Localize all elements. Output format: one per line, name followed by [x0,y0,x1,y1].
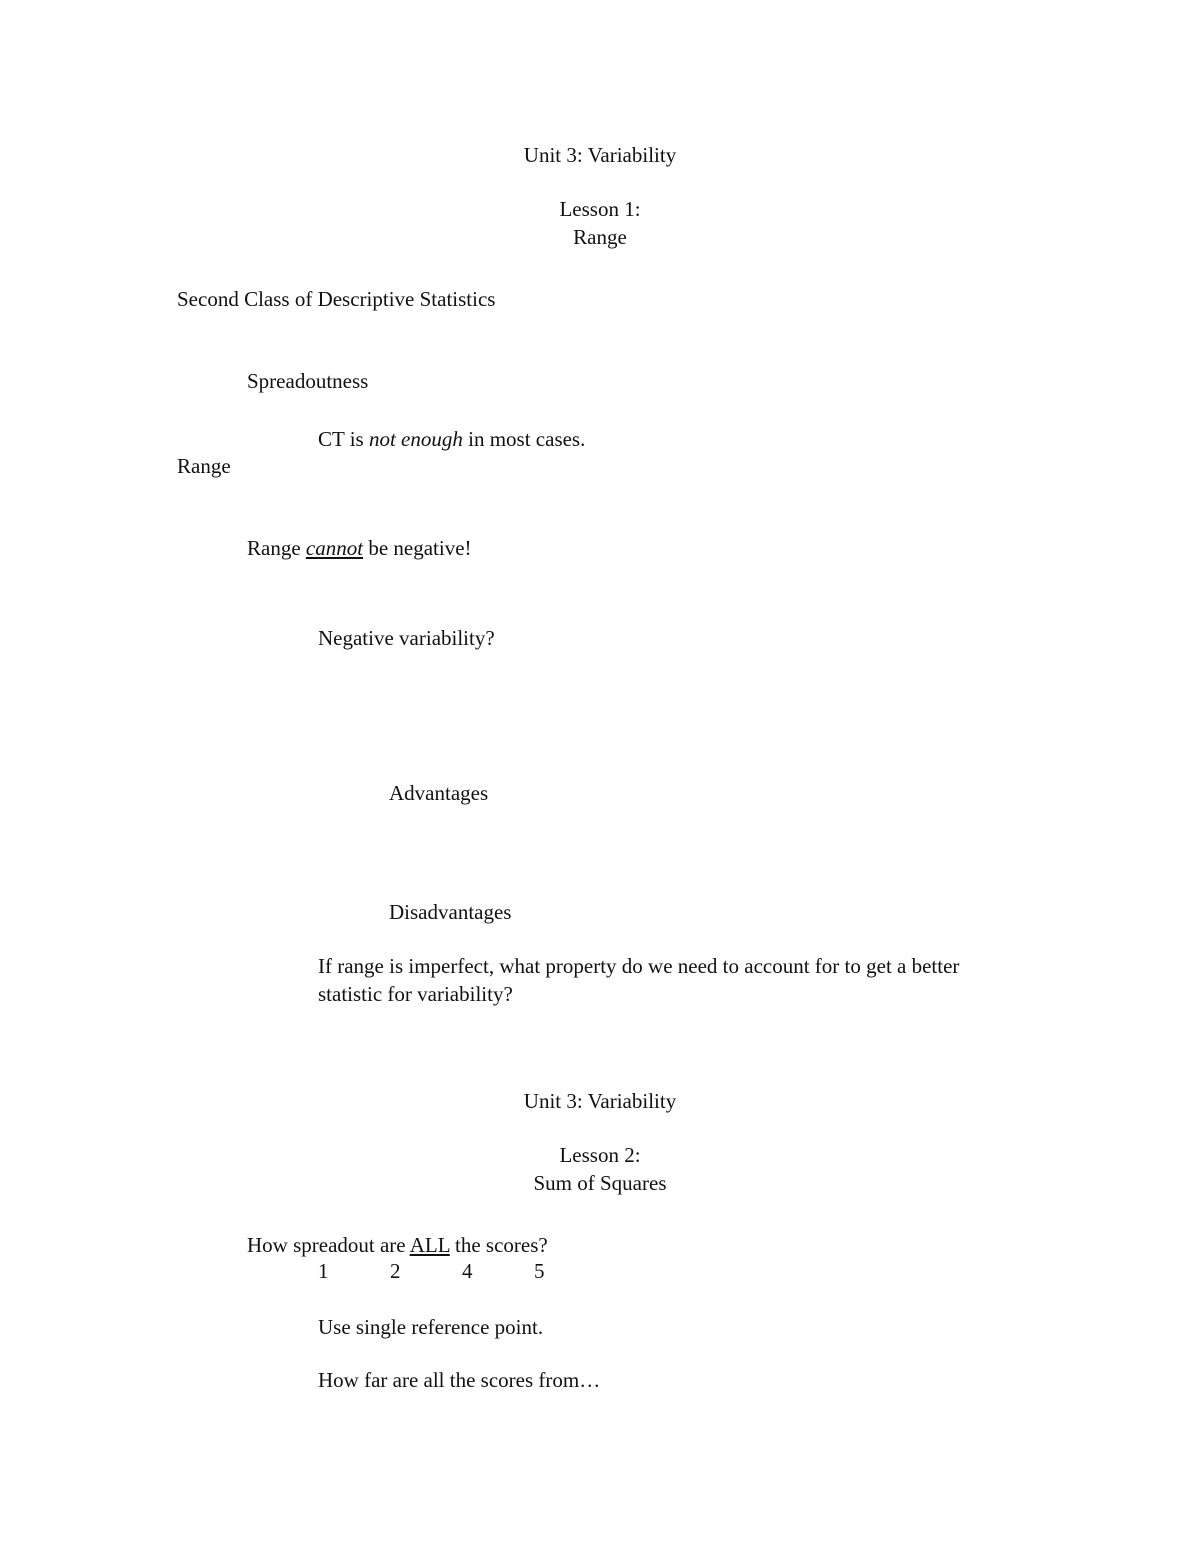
spread-suffix: the scores? [449,1233,548,1257]
spreadoutness-label: Spreadoutness [247,369,369,393]
range-prefix: Range [247,536,306,560]
lesson-label-1: Lesson 1: [559,197,641,221]
spreadout-question [247,1231,548,1259]
range-heading: Range [177,454,231,478]
range-suffix: be negative! [363,536,472,560]
lesson-title-2: Sum of Squares [533,1171,667,1195]
advantages-label: Advantages [389,781,489,805]
spread-emphasis: ALL [409,1233,450,1257]
unit-title-2: Unit 3: Variability [523,1089,677,1113]
spread-prefix: How spreadout are [247,1233,410,1257]
ct-not-enough-text [318,425,585,453]
score-value: 1 [318,1259,329,1283]
range-imperfect-question: If range is imperfect, what property do we need to account for to get a better statistic for variability? [318,954,960,1006]
unit-title-1: Unit 3: Variability [523,143,677,167]
section-heading: Second Class of Descriptive Statistics [177,287,496,311]
disadvantages-label: Disadvantages [389,900,512,924]
score-value: 5 [534,1259,545,1283]
negative-variability-question: Negative variability? [318,626,495,650]
score-list [318,1257,606,1285]
score-value: 4 [462,1259,473,1283]
ct-suffix: in most cases. [462,427,586,451]
reference-point-text: Use single reference point. [318,1315,544,1339]
lesson-title-1: Range [573,225,627,249]
ct-prefix: CT is [318,427,369,451]
range-cannot-be-negative [247,534,472,562]
score-value: 2 [390,1259,401,1283]
ct-emphasis: not enough [368,427,463,451]
range-emphasis: cannot [305,536,364,560]
how-far-text: How far are all the scores from… [318,1368,601,1392]
lesson-label-2: Lesson 2: [559,1143,641,1167]
